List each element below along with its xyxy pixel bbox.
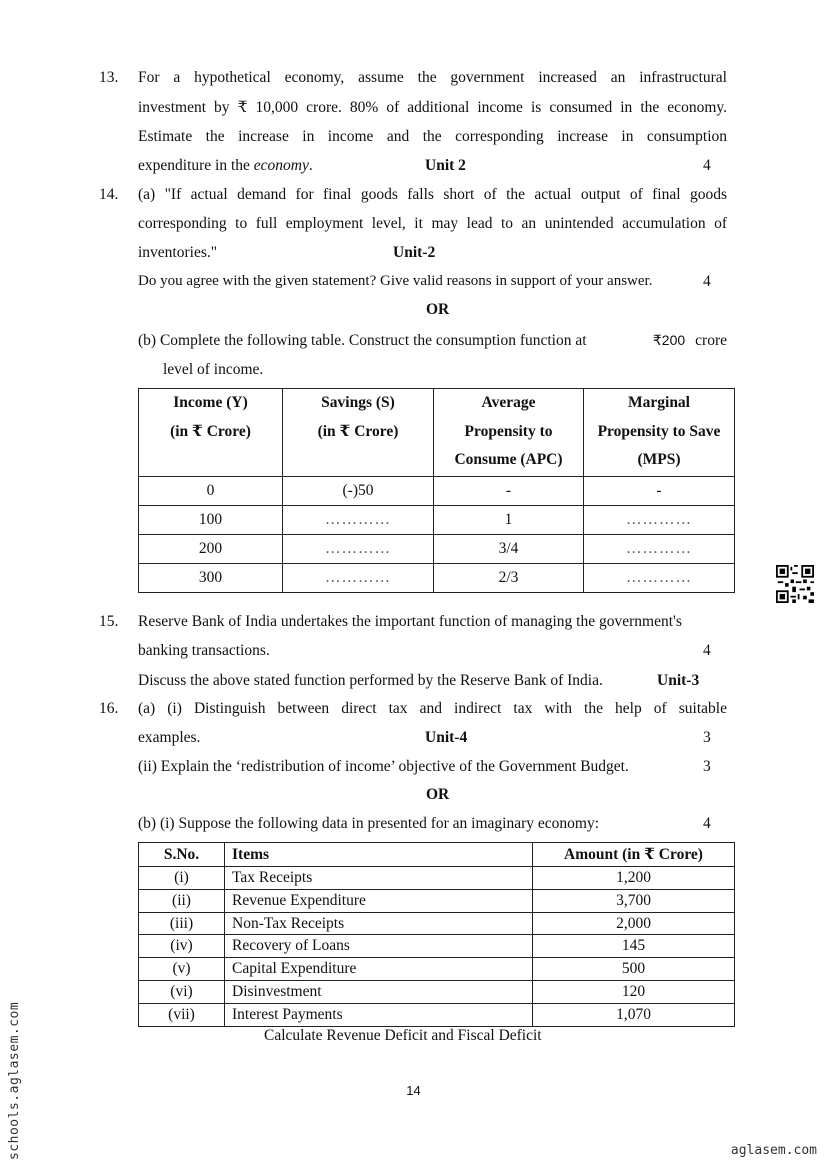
t2-cell: 2,000 xyxy=(533,912,735,935)
t1-cell: 0 xyxy=(139,477,283,506)
t2-cell: (iii) xyxy=(139,912,225,935)
t1-cell-blank: ………… xyxy=(283,506,434,535)
q16-number: 16. xyxy=(99,700,119,717)
q15-unit: Unit-3 xyxy=(657,672,700,689)
t2-cell: 500 xyxy=(533,958,735,981)
t1-cell: 300 xyxy=(139,564,283,593)
t2-cell: (ii) xyxy=(139,889,225,912)
q16b-table xyxy=(138,842,735,1027)
t2-cell: (i) xyxy=(139,867,225,890)
q14a-line-1: (a) "If actual demand for final goods falls short of the actual output of final goods xyxy=(138,186,727,203)
t1-header-apc xyxy=(434,389,584,477)
t2-header-items: Items xyxy=(225,843,533,867)
q13-line-2: investment by ₹ 10,000 crore. 80% of additional income is consumed in the economy. xyxy=(138,99,727,116)
q16a-ii: (ii) Explain the ‘redistribution of income’ objective of the Government Budget. xyxy=(138,758,629,775)
q13-line-4-italic: economy xyxy=(253,157,309,174)
t1-h-mps-1: Marginal xyxy=(628,394,690,411)
t2-row xyxy=(139,935,735,958)
q13-marks: 4 xyxy=(703,157,711,174)
q13-line-4-prefix: expenditure in the xyxy=(138,157,250,174)
t2-cell: Capital Expenditure xyxy=(225,958,533,981)
q16b-marks: 4 xyxy=(703,815,711,832)
q16a-marks: 3 xyxy=(703,729,711,746)
q13-line-4 xyxy=(138,157,313,175)
q13-line-4-suffix: . xyxy=(308,157,313,174)
t2-cell: 1,070 xyxy=(533,1003,735,1026)
footer-watermark: aglasem.com xyxy=(730,1143,817,1158)
t1-cell: 1 xyxy=(434,506,584,535)
q13-line-1: For a hypothetical economy, assume the government increased an infrastructural xyxy=(138,69,727,86)
t1-cell: (-)50 xyxy=(283,477,434,506)
q16a-line-2: examples. xyxy=(138,729,201,746)
t1-header-mps xyxy=(584,389,735,477)
t2-cell: (vi) xyxy=(139,980,225,1003)
t2-cell: 145 xyxy=(533,935,735,958)
t1-cell: 3/4 xyxy=(434,535,584,564)
t1-h-savings-1: Savings (S) xyxy=(321,394,395,411)
t1-h-apc-1: Average xyxy=(481,394,536,411)
q14b-line-1-suffix: crore xyxy=(695,332,727,349)
t1-h-apc-2: Propensity to xyxy=(464,422,553,440)
q16a-ii-marks: 3 xyxy=(703,758,711,775)
q15-number: 15. xyxy=(99,613,119,630)
q15-line-2: banking transactions. xyxy=(138,642,270,659)
side-watermark: schools.aglasem.com xyxy=(7,1001,22,1160)
q14b-line-2: level of income. xyxy=(163,361,264,378)
t1-header-income xyxy=(139,389,283,477)
t2-cell: (v) xyxy=(139,958,225,981)
t2-header-row xyxy=(139,843,735,867)
t2-cell: Revenue Expenditure xyxy=(225,889,533,912)
t1-cell: 2/3 xyxy=(434,564,584,593)
t1-cell: - xyxy=(434,477,584,506)
q14a-question: Do you agree with the given statement? Give valid reasons in support of your answer. xyxy=(138,273,653,289)
t1-row xyxy=(139,535,735,564)
t2-cell: 120 xyxy=(533,980,735,1003)
t1-cell-blank: ………… xyxy=(283,564,434,593)
t2-row xyxy=(139,958,735,981)
t2-cell: Disinvestment xyxy=(225,980,533,1003)
t2-cell: Tax Receipts xyxy=(225,867,533,890)
t1-h-apc-3: Consume (APC) xyxy=(454,451,563,468)
t2-cell: Non-Tax Receipts xyxy=(225,912,533,935)
t1-header-savings xyxy=(283,389,434,477)
t1-cell: 100 xyxy=(139,506,283,535)
q15-line-1: Reserve Bank of India undertakes the important function of managing the government's xyxy=(138,613,682,630)
t2-cell: (vii) xyxy=(139,1003,225,1026)
t2-cell: Recovery of Loans xyxy=(225,935,533,958)
q14-number: 14. xyxy=(99,186,119,203)
t2-cell: 3,700 xyxy=(533,889,735,912)
t1-row xyxy=(139,564,735,593)
q14b-table xyxy=(138,388,735,593)
t1-h-mps-2: Propensity to Save xyxy=(597,422,721,440)
qr-code-icon xyxy=(776,565,814,603)
t2-row xyxy=(139,867,735,890)
q16a-unit: Unit-4 xyxy=(425,729,468,746)
q14b-line-1 xyxy=(138,332,727,350)
t1-row xyxy=(139,506,735,535)
q14a-unit: Unit-2 xyxy=(393,244,436,261)
q16-or: OR xyxy=(426,786,450,803)
q16a-line-1: (a) (i) Distinguish between direct tax and indirect tax with the help of suitable xyxy=(138,700,727,717)
t1-h-mps-3: (MPS) xyxy=(637,451,681,468)
t1-cell-blank: ………… xyxy=(584,506,735,535)
t2-cell: (iv) xyxy=(139,935,225,958)
t2-cell: Interest Payments xyxy=(225,1003,533,1026)
t1-h-savings-2: (in ₹ Crore) xyxy=(317,422,399,440)
t1-cell-blank: ………… xyxy=(283,535,434,564)
t1-cell: - xyxy=(584,477,735,506)
t2-cell: 1,200 xyxy=(533,867,735,890)
t1-cell-blank: ………… xyxy=(584,535,735,564)
q14a-marks: 4 xyxy=(703,273,711,290)
q14-or: OR xyxy=(426,301,450,318)
t2-row xyxy=(139,1003,735,1026)
t1-cell-blank: ………… xyxy=(584,564,735,593)
t2-header-sno: S.No. xyxy=(139,843,225,867)
q16b-calc: Calculate Revenue Deficit and Fiscal Deficit xyxy=(264,1027,542,1044)
q14b-line-1-end xyxy=(653,332,727,350)
t2-row xyxy=(139,980,735,1003)
q14b-amount: ₹200 xyxy=(652,332,686,348)
t1-h-income-1: Income (Y) xyxy=(173,394,248,411)
q15-marks: 4 xyxy=(703,642,711,659)
t2-header-amount: Amount (in ₹ Crore) xyxy=(533,843,735,867)
q13-line-3: Estimate the increase in income and the corresponding increase in consumption xyxy=(138,128,727,145)
t2-row xyxy=(139,889,735,912)
q16b-line: (b) (i) Suppose the following data in presented for an imaginary economy: xyxy=(138,815,599,832)
t1-cell: 200 xyxy=(139,535,283,564)
q13-number: 13. xyxy=(99,69,119,86)
t1-h-income-2: (in ₹ Crore) xyxy=(170,422,251,440)
page-number: 14 xyxy=(406,1083,421,1098)
q13-unit: Unit 2 xyxy=(425,157,466,174)
t1-row xyxy=(139,477,735,506)
q14a-line-2: corresponding to full employment level, it may lead to an unintended accumulation of xyxy=(138,215,727,232)
q15-line-3: Discuss the above stated function performed by the Reserve Bank of India. xyxy=(138,672,603,689)
q14a-line-3: inventories." xyxy=(138,244,218,261)
t2-row xyxy=(139,912,735,935)
q14b-line-1-prefix: (b) Complete the following table. Construct the consumption function at xyxy=(138,332,587,349)
